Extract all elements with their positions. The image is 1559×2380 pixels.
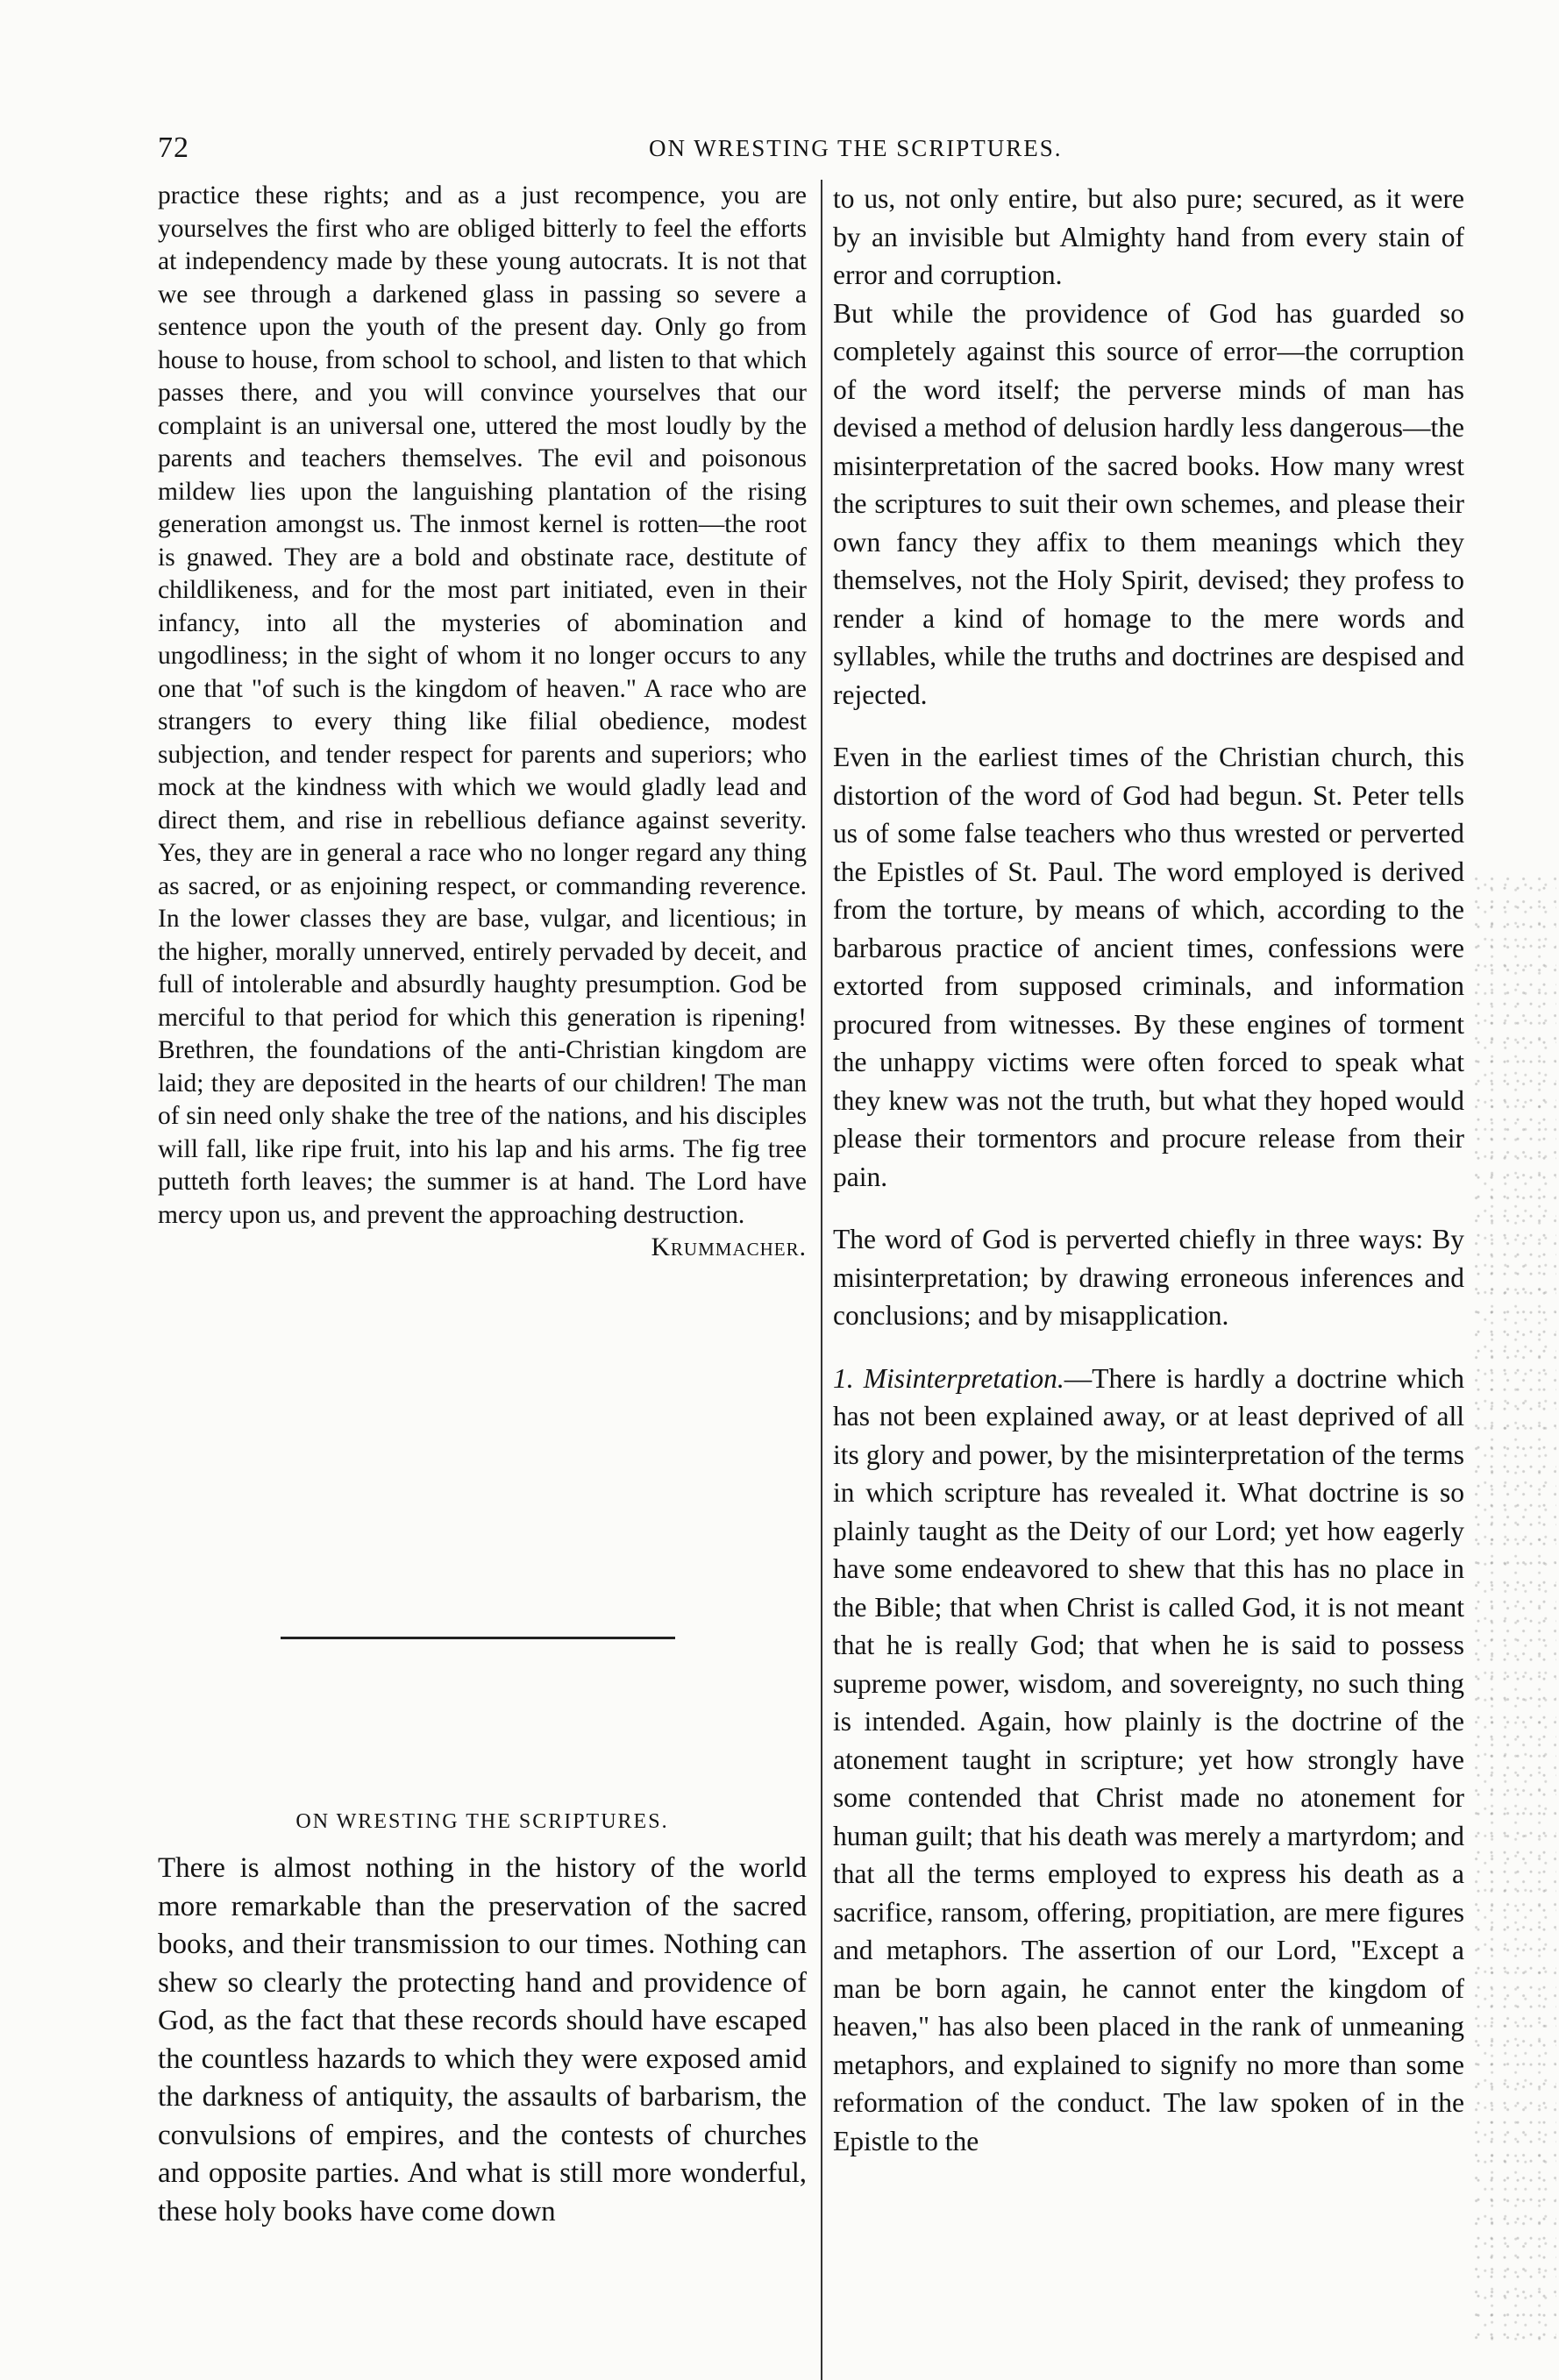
previous-article-text: practice these rights; and as a just recompence, you are yourselves the first who are obliged bitterly to feel the efforts at independency made by these young autocrats. It is not that we see through a darkened glass in passing so severe a sentence upon the youth of the present day. Only go from house to house, from school to school, and listen to that which passes there, and you will convince yourselves that our complaint is an universal one, uttered the most loudly by the parents and teachers themselves. The evil and poisonous mildew lies upon the languishing plantation of the rising generation amongst us. The inmost kernel is rotten—the root is gnawed. They are a bold and obstinate race, destitute of childlikeness, and for the most part initiated, even in their infancy, into all the mysteries of abomination and ungodliness; in the sight of whom it no longer occurs to any one that "of such is the kingdom of heaven." A race who are strangers to every thing like filial obedience, modest subjection, and tender respect for parents and superiors; who mock at the kindness with which we would gladly lead and direct them, and rise in rebellious defiance against severity. Yes, they are in general a race who no longer regard any thing as sacred, or as enjoining respect, or commanding reverence. In the lower classes they are base, vulgar, and licentious; in the higher, morally unnerved, entirely pervaded by deceit, and full of intolerable and absurdly haughty presumption. God be merciful to that period for which this generation is ripening! Brethren, the foundations of the anti-Christian kingdom are laid; they are deposited in the hearts of our children! The man of sin need only shake the tree of the nations, and his disciples will fall, like ripe fruit, into his lap and his arms. The fig tree putteth forth leaves; the summer is at hand. The Lord have mercy upon us, and prevent the approaching destruction. [158,181,807,1229]
author-signature: Krummacher. [651,1233,807,1261]
section-1-text: —There is hardly a doctrine which has not been explained away, or at least deprived of all its glory and power, by the misinterpretation of the terms in which scripture has revealed it. What doctrine is so plainly taught as the Deity of our Lord; yet how eagerly have some endeavored to shew that this has no place in the Bible; that when Christ is called God, it is not meant that he is really God; that when he is said to possess supreme power, wisdom, and sovereignty, no such thing is intended. Again, how plainly is the doctrine of the atonement taught in scripture; yet how strongly have some contended that Christ made no atonement for human guilt; that his death was merely a martyrdom; and that all the terms employed to express his death as a sacrifice, ransom, offering, propitiation, are mere figures and metaphors. The assertion of our Lord, "Except a man be born again, he cannot enter the kingdom of heaven," has also been placed in the rank of unmeaning metaphors, and explained to signify no more than some reformation of the conduct. The law spoken of in the Epistle to the [833,1362,1464,2156]
article-intro-paragraph: There is almost nothing in the history of the world more remarkable than the preservation of the sacred books, and their transmission to our times. Nothing can shew so clearly the protecting hand and providence of God, as the fact that these records should have escaped the countless hazards to which they were exposed amid the darkness of antiquity, the assaults of barbarism, the convulsions of empires, and the contests of churches and opposite parties. And what is still more wonderful, these holy books have come down [158,1852,807,2227]
previous-article-column [158,180,807,1265]
article-intro-column [158,1850,807,2231]
paragraph-preservation: to us, not only entire, but also pure; secured, as it were by an invisible but Almighty hand from every stain of error and corruption. [833,183,1464,290]
running-title: ON WRESTING THE SCRIPTURES. [649,135,1063,161]
section-1-heading: 1. Misinterpretation. [833,1362,1064,1394]
page-edge-noise [1473,877,1556,2349]
section-divider-rule [281,1637,675,1639]
article-title: ON WRESTING THE SCRIPTURES. [295,1810,669,1833]
paragraph-early-church: Even in the earliest times of the Christian church, this distortion of the word of God had begun. St. Peter tells us of some false teachers who thus wrested or perverted the Epistles of St. Paul. The word employed is derived from the torture, by means of which, according to the barbarous practice of ancient times, confessions were extorted from supposed criminals, and information procured from witnesses. By these engines of torment the unhappy victims were often forced to speak what they knew was not the truth, but what they hoped would please their tormentors and procure release from their pain. [833,742,1464,1192]
paragraph-section-1 [833,1360,1464,2161]
article-right-column [833,180,1464,2160]
paragraph-three-ways: The word of God is perverted chiefly in three ways: By misinterpretation; by drawing erroneous inferences and conclusions; and by misapplication. [833,1224,1464,1331]
running-head [158,131,1473,167]
page-number: 72 [158,131,189,164]
paragraph-misinterpretation-intro: But while the providence of God has guarded so completely against this source of error—the corruption of the word itself; the perverse minds of man has devised a method of delusion hardly less dangerous—the misinterpretation of the sacred books. How many wrest the scriptures to suit their own schemes, and please their own fancy they affix to them meanings which they themselves, not the Holy Spirit, devised; they profess to render a kind of homage to the mere words and syllables, while the truths and doctrines are despised and rejected. [833,297,1464,710]
column-divider [821,180,822,2380]
